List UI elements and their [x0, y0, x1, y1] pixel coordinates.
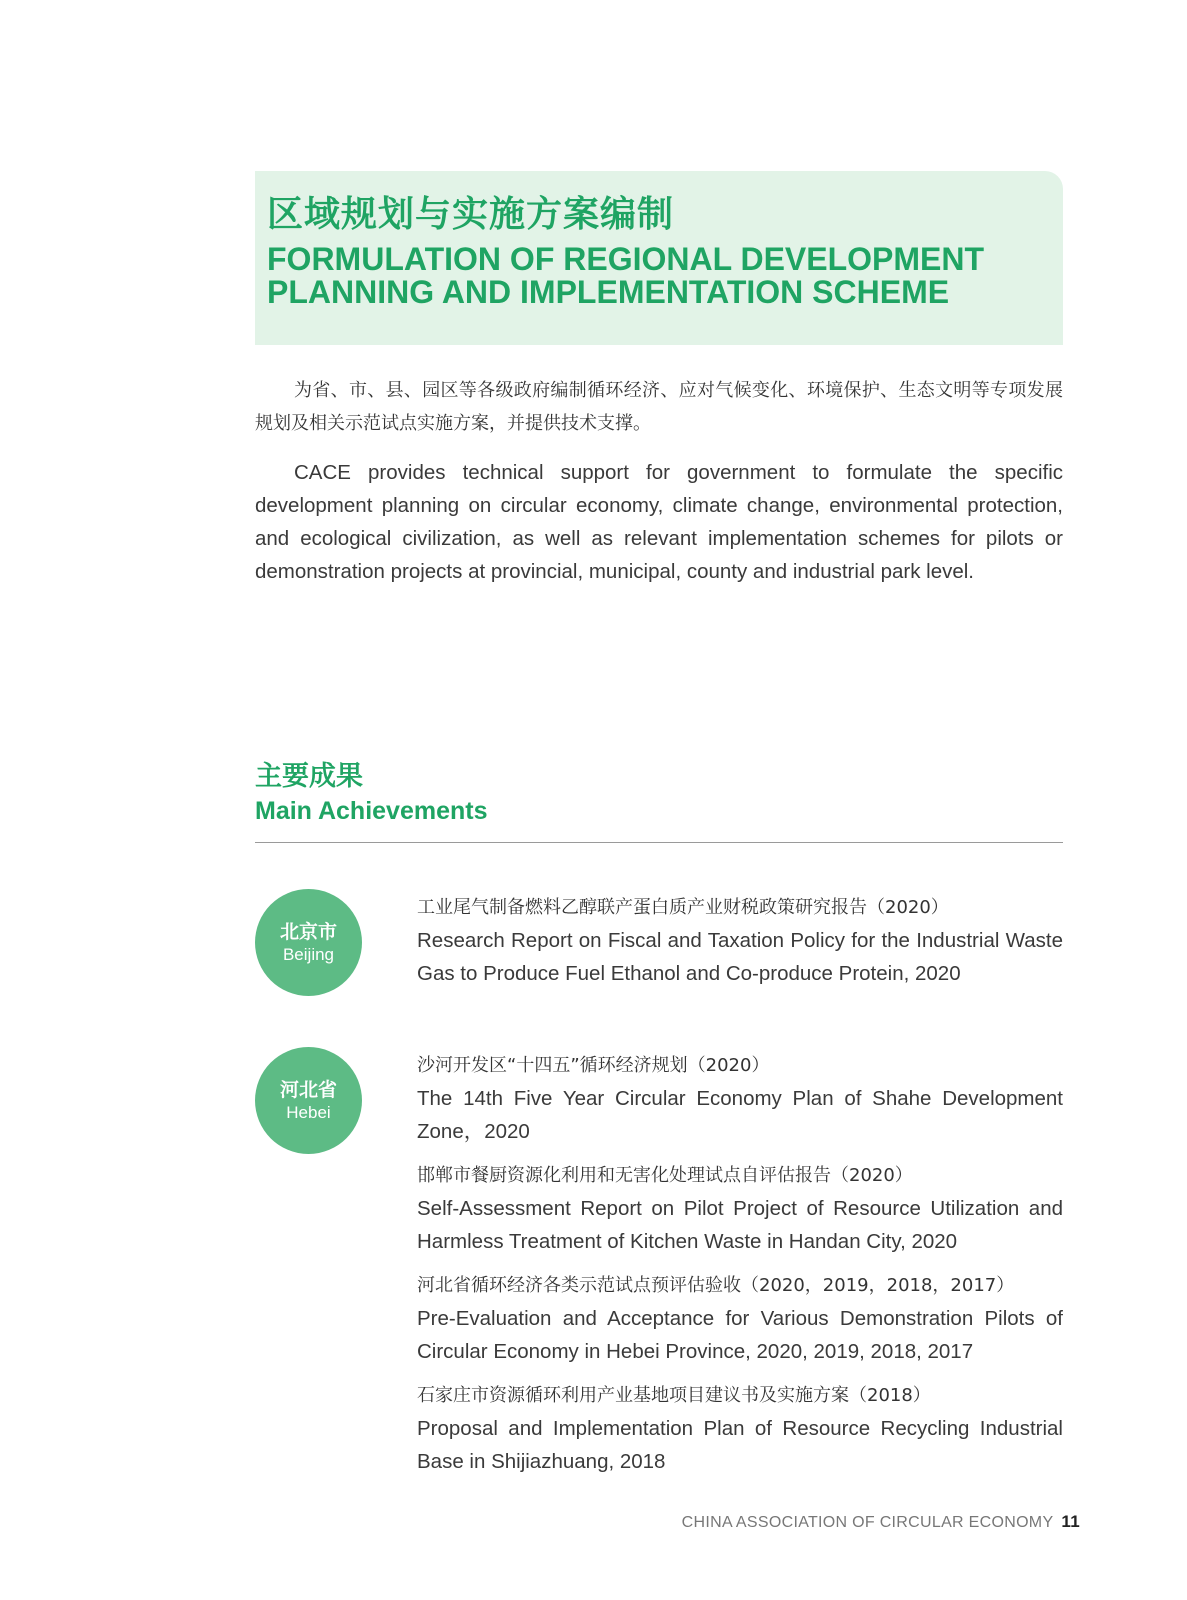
page-number: 11 — [1061, 1512, 1080, 1531]
section-divider — [255, 842, 1063, 843]
page-title-en — [267, 243, 1063, 309]
region-name-en: Hebei — [286, 1103, 331, 1122]
title-banner — [255, 171, 1063, 345]
page-title-en-line2: PLANNING AND IMPLEMENTATION SCHEME — [267, 274, 950, 310]
region-badge-beijing — [255, 889, 362, 996]
achievement-title-cn: 河北省循环经济各类示范试点预评估验收（2020，2019，2018，2017） — [417, 1275, 1015, 1296]
achievement-item — [417, 1159, 1063, 1258]
region-name-cn: 北京市 — [279, 921, 337, 943]
achievement-title-en: Pre-Evaluation and Acceptance for Various Demonstration Pilots of Circular Economy in Hebei Province, 2020, 2019, 2018, 2017 — [417, 1307, 1063, 1363]
page-title-en-line1: FORMULATION OF REGIONAL DEVELOPMENT — [267, 241, 985, 277]
achievement-title-en: The 14th Five Year Circular Economy Plan of Shahe Development Zone，2020 — [417, 1087, 1063, 1143]
achievement-title-cn: 石家庄市资源循环利用产业基地项目建议书及实施方案（2018） — [417, 1385, 931, 1406]
section-title-en: Main Achievements — [255, 797, 488, 825]
region-name-cn: 河北省 — [279, 1079, 337, 1101]
achievement-title-cn: 邯郸市餐厨资源化利用和无害化处理试点自评估报告（2020） — [417, 1165, 913, 1186]
achievement-item — [417, 1269, 1063, 1368]
page-title-cn: 区域规划与实施方案编制 — [267, 194, 675, 235]
intro-paragraph-cn: 为省、市、县、园区等各级政府编制循环经济、应对气候变化、环境保护、生态文明等专项发展规划及相关示范试点实施方案，并提供技术支撑。 — [255, 380, 1063, 434]
footer-org-name: CHINA ASSOCIATION OF CIRCULAR ECONOMY — [681, 1514, 1054, 1531]
region-badge-hebei — [255, 1047, 362, 1154]
achievement-title-cn: 工业尾气制备燃料乙醇联产蛋白质产业财税政策研究报告（2020） — [417, 897, 949, 918]
page-footer — [682, 1512, 1080, 1532]
achievement-title-cn: 沙河开发区“十四五”循环经济规划（2020） — [417, 1055, 770, 1076]
section-title-cn: 主要成果 — [255, 761, 363, 792]
achievement-item — [417, 891, 1063, 990]
intro-paragraph-en: CACE provides technical support for government to formulate the specific development planning on circular economy, climate change, environmental protection, and ecological civilization, as well as relevant implementation schemes for pilots or demonstration projects at provincial, municipal, county and industrial park level. — [255, 461, 1063, 583]
achievement-title-en: Proposal and Implementation Plan of Resource Recycling Industrial Base in Shijiazhuang, 2018 — [417, 1417, 1063, 1473]
region-name-en: Beijing — [282, 945, 335, 964]
achievement-item — [417, 1049, 1063, 1148]
achievement-title-en: Self-Assessment Report on Pilot Project of Resource Utilization and Harmless Treatment of Kitchen Waste in Handan City, 2020 — [417, 1197, 1063, 1253]
achievement-title-en: Research Report on Fiscal and Taxation Policy for the Industrial Waste Gas to Produce Fuel Ethanol and Co-produce Protein, 2020 — [417, 929, 1063, 985]
achievement-item — [417, 1379, 1063, 1478]
